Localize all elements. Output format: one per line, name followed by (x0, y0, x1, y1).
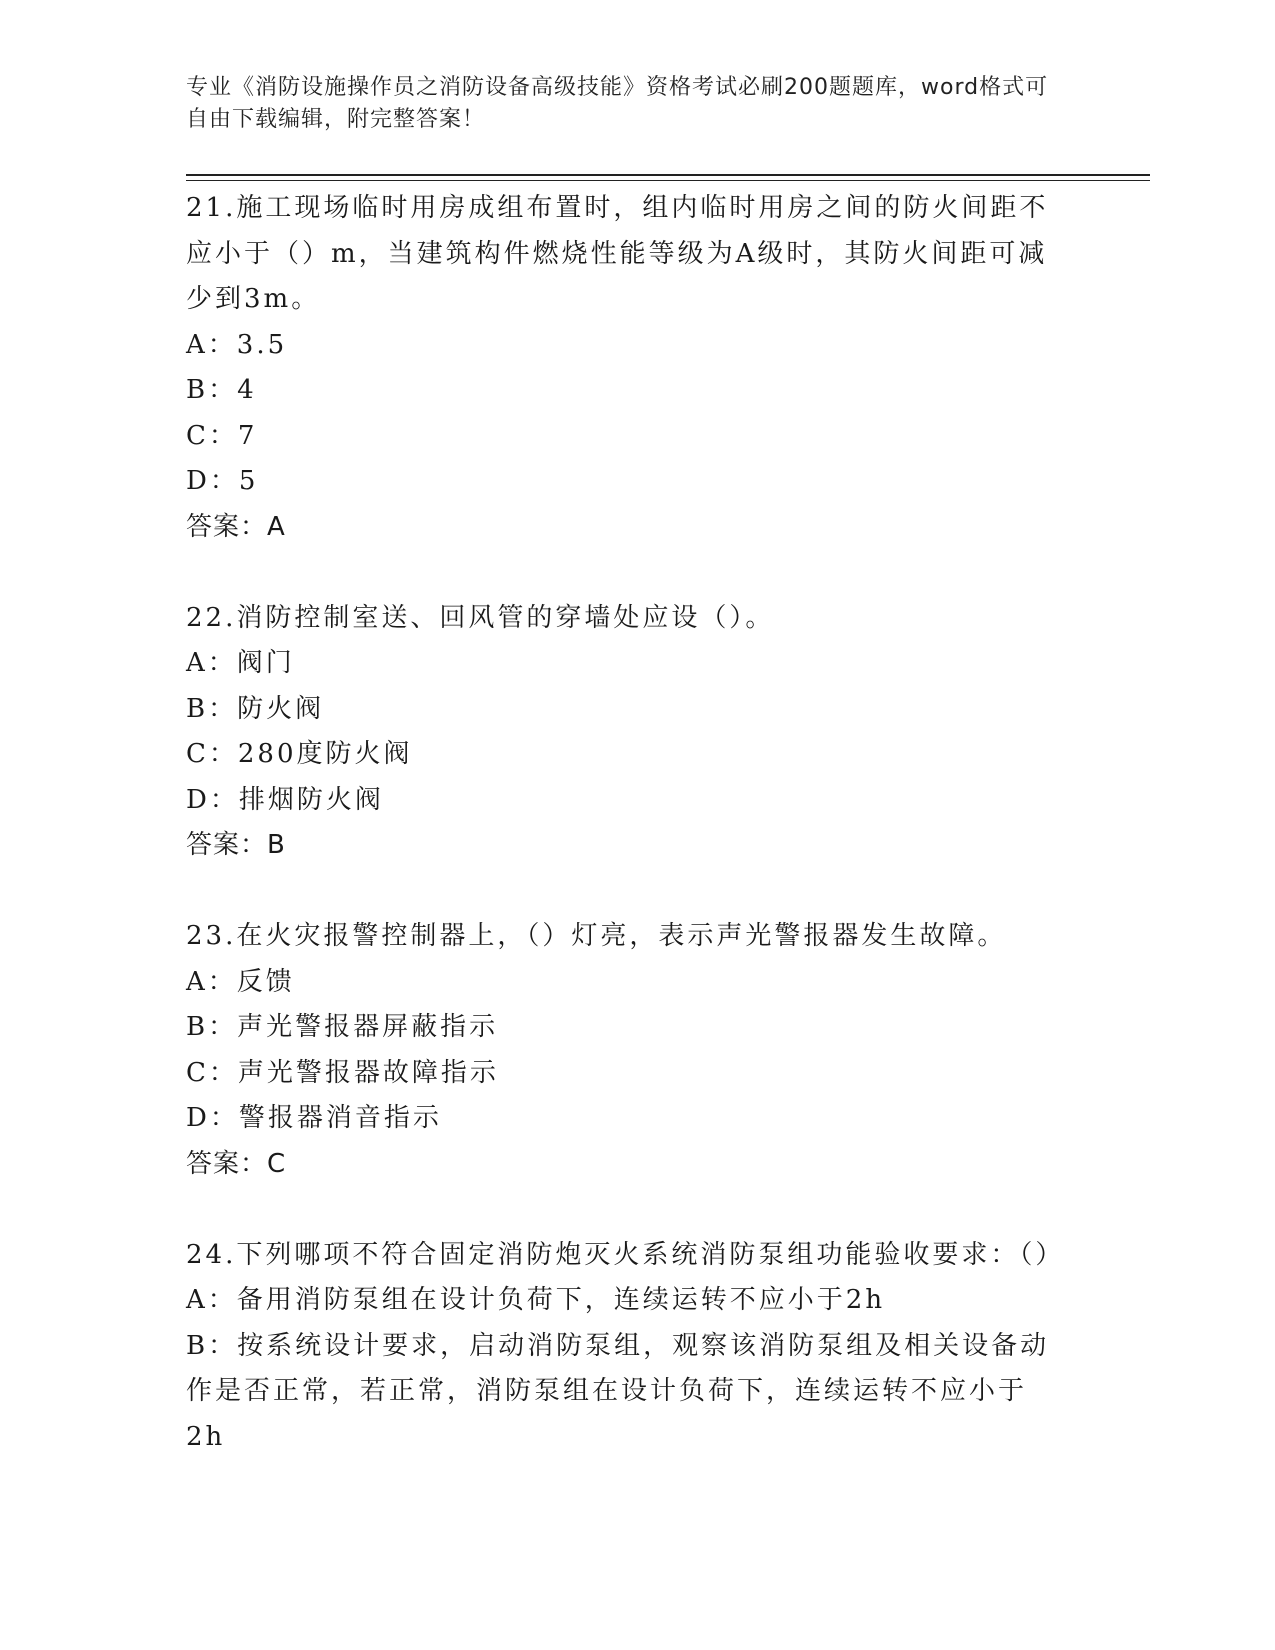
page-header: 专业《消防设施操作员之消防设备高级技能》资格考试必刷200题题库，word格式可自由下载编辑，附完整答案！ (186, 75, 1049, 132)
option-c: C：声光警报器故障指示 (186, 1057, 499, 1088)
question-stem: 23.在火灾报警控制器上，（）灯亮，表示声光警报器发生故障。 (186, 921, 1007, 951)
option-a: A：备用消防泵组在设计负荷下，连续运转不应小于2h (186, 1285, 886, 1315)
question-21 (186, 186, 1066, 550)
option-c: C：7 (186, 420, 258, 451)
question-22 (186, 596, 1066, 869)
option-b: B：防火阀 (186, 693, 325, 724)
header-divider-thin (186, 180, 1150, 181)
question-23 (186, 914, 1066, 1187)
option-a: A：阀门 (186, 648, 295, 678)
question-24 (186, 1233, 1066, 1461)
question-stem: 21.施工现场临时用房成组布置时，组内临时用房之间的防火间距不应小于（）m，当建筑构件燃烧性能等级为A级时，其防火间距可减少到3m。 (186, 193, 1049, 314)
header-divider-thick (186, 174, 1150, 176)
answer-line: 答案：C (186, 1148, 287, 1179)
answer-line: 答案：A (186, 511, 286, 542)
answer-line: 答案：B (186, 830, 286, 860)
option-b: B：声光警报器屏蔽指示 (186, 1012, 499, 1042)
question-stem: 22.消防控制室送、回风管的穿墙处应设（）。 (186, 602, 775, 633)
option-b: B：4 (186, 375, 257, 405)
question-list (186, 186, 1066, 1460)
question-stem: 24.下列哪项不符合固定消防炮灭火系统消防泵组功能验收要求：（） (186, 1239, 1065, 1270)
option-d: D：排烟防火阀 (186, 784, 384, 815)
option-d: D：警报器消音指示 (186, 1103, 442, 1133)
option-c: C：280度防火阀 (186, 739, 413, 769)
option-a: A：3.5 (186, 329, 288, 360)
option-d: D：5 (186, 466, 259, 496)
option-b: B：按系统设计要求，启动消防泵组，观察该消防泵组及相关设备动作是否正常，若正常，消防泵组在设计负荷下，连续运转不应小于2h (186, 1330, 1050, 1452)
option-a: A：反馈 (186, 966, 295, 997)
